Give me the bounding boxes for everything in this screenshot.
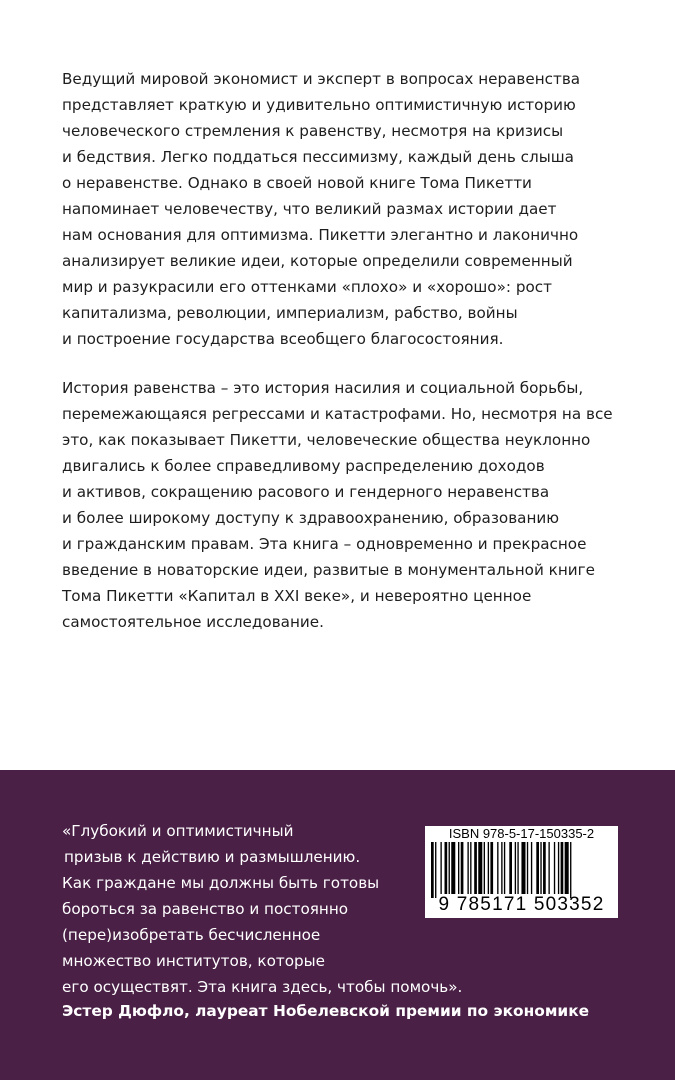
barcode-bar <box>536 842 539 894</box>
quote-band <box>0 770 675 1080</box>
barcode-bar <box>497 842 498 894</box>
text-line: напоминает человечеству, что великий размах истории дает <box>62 200 557 218</box>
barcode-bar <box>470 842 471 894</box>
barcode-bar <box>561 842 564 894</box>
isbn-barcode <box>425 826 618 918</box>
barcode-bar <box>449 842 450 894</box>
text-line: перемежающаяся регрессами и катастрофами. Но, несмотря на все <box>62 405 613 423</box>
quote-line: множество институтов, которые <box>62 952 326 970</box>
barcode-bars <box>425 842 618 898</box>
text-line: самостоятельное исследование. <box>62 613 324 631</box>
barcode-bar <box>458 842 459 894</box>
text-line: и бедствия. Легко поддаться пессимизму, каждый день слыша <box>62 148 574 166</box>
text-line: мир и разукрасили его оттенками «плохо» и «хорошо»: рост <box>62 278 552 296</box>
barcode-bar <box>490 842 493 894</box>
barcode-bar <box>435 842 436 898</box>
text-line: двигались к более справедливому распределению доходов <box>62 457 545 475</box>
barcode-bar <box>543 842 546 894</box>
barcode-bar <box>440 842 441 894</box>
description-paragraph-1 <box>62 66 622 352</box>
text-line: это, как показывает Пикетти, человеческие общества неуклонно <box>62 431 591 449</box>
barcode-bar <box>445 842 448 894</box>
barcode-bar <box>531 842 532 894</box>
text-line: История равенства – это история насилия и социальной борьбы, <box>62 379 584 397</box>
quote-line: призыв к действию и размышлению. <box>64 848 361 866</box>
barcode-digits: 9 785171 503352 <box>438 894 605 915</box>
text-line: представляет краткую и удивительно оптимистичную историю <box>62 96 576 114</box>
quote-line: Как граждане мы должны быть готовы <box>62 874 380 892</box>
barcode-bar <box>504 842 505 894</box>
quote-line: (пере)изобретать бесчисленное <box>62 926 321 944</box>
barcode-bar <box>451 842 455 894</box>
text-line: капитализма, революции, империализм, рабство, войны <box>62 304 518 322</box>
text-line: о неравенстве. Однако в своей новой книге Тома Пикетти <box>62 174 532 192</box>
barcode-bar <box>515 842 516 894</box>
barcode-bar <box>478 842 482 894</box>
barcode-bar <box>484 842 485 894</box>
barcode-bar <box>565 842 569 894</box>
barcode-bar <box>501 842 502 894</box>
barcode-bar <box>548 842 549 894</box>
barcode-bar <box>540 842 541 894</box>
isbn-label: ISBN 978-5-17-150335-2 <box>448 826 595 841</box>
text-line: анализирует великие идеи, которые определили современный <box>62 252 573 270</box>
barcode-bar <box>461 842 464 894</box>
description-paragraph-2 <box>62 375 622 635</box>
barcode-bar <box>509 842 512 894</box>
text-line: и построение государства всеобщего благосостояния. <box>62 330 504 348</box>
barcode-bar <box>570 842 571 898</box>
text-line: введение в новаторские идеи, развитые в монументальной книге <box>62 561 595 579</box>
quote-line: бороться за равенство и постоянно <box>62 900 349 918</box>
barcode-bar <box>517 842 518 894</box>
quote-line: «Глубокий и оптимистичный <box>62 822 294 840</box>
text-line: нам основания для оптимизма. Пикетти элегантно и лаконично <box>62 226 579 244</box>
text-line: и активов, сокращению расового и гендерного неравенства <box>62 483 550 501</box>
text-line: Ведущий мировой экономист и эксперт в вопросах неравенства <box>62 70 581 88</box>
text-line: человеческого стремления к равенству, несмотря на кризисы <box>62 122 564 140</box>
barcode-bar <box>467 842 468 894</box>
text-line: Тома Пикетти «Капитал в XXI веке», и невероятно ценное <box>62 587 532 605</box>
barcode-bar <box>521 842 525 894</box>
barcode-bar <box>431 842 434 898</box>
quote-line: его осуществят. Эта книга здесь, чтобы помочь». <box>62 978 463 996</box>
barcode-bar <box>554 842 555 894</box>
barcode-bar <box>558 842 559 894</box>
barcode-bar <box>474 842 477 894</box>
barcode-bar <box>488 842 489 894</box>
quote-attribution: Эстер Дюфло, лауреат Нобелевской премии по экономике <box>62 1002 590 1020</box>
text-line: и гражданским правам. Эта книга – одновременно и прекрасное <box>62 535 587 553</box>
barcode-bar <box>527 842 528 894</box>
text-line: и более широкому доступу к здравоохранению, образованию <box>62 509 560 527</box>
